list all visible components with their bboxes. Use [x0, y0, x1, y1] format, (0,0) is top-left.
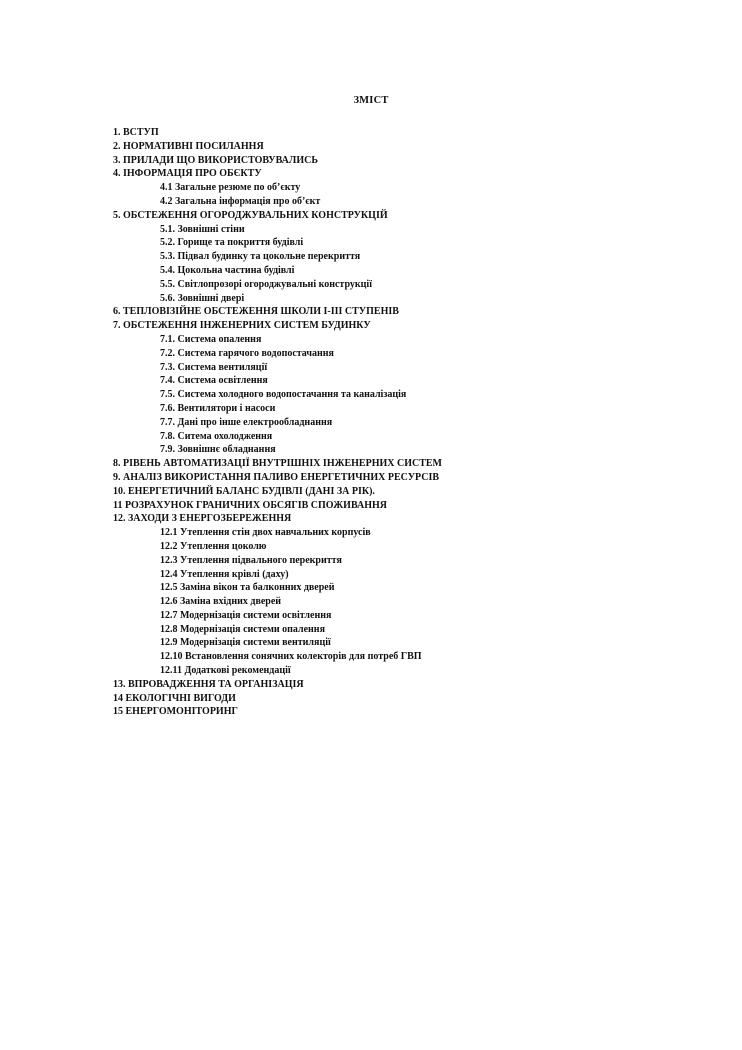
toc-section: 3. ПРИЛАДИ ЩО ВИКОРИСТОВУВАЛИСЬ: [113, 154, 318, 166]
toc-subsection: 12.10 Встановлення сонячних колекторів для потреб ГВП: [160, 651, 422, 663]
toc-section: 14 ЕКОЛОГІЧНІ ВИГОДИ: [113, 692, 236, 704]
toc-section: 11 РОЗРАХУНОК ГРАНИЧНИХ ОБСЯГІВ СПОЖИВАННЯ: [113, 499, 387, 511]
toc-subsection: 12.5 Заміна вікон та балконних дверей: [160, 582, 335, 594]
toc-section: 8. РІВЕНЬ АВТОМАТИЗАЦІЇ ВНУТРІШНІХ ІНЖЕНЕРНИХ СИСТЕМ: [113, 458, 442, 470]
toc-section: 6. ТЕПЛОВІЗІЙНЕ ОБСТЕЖЕННЯ ШКОЛИ І-ІІІ СТУПЕНІВ: [113, 306, 399, 318]
toc-subsection: 5.5. Світлопрозорі огороджувальні конструкції: [160, 278, 372, 290]
table-of-contents: [113, 126, 673, 719]
toc-subsection: 12.3 Утеплення підвального перекриття: [160, 554, 342, 566]
toc-section: 9. АНАЛІЗ ВИКОРИСТАННЯ ПАЛИВО ЕНЕРГЕТИЧНИХ РЕСУРСІВ: [113, 471, 440, 483]
toc-subsection: 12.9 Модернізація системи вентиляції: [160, 637, 331, 649]
toc-subsection: 12.4 Утеплення крівлі (даху): [160, 568, 289, 580]
toc-subsection: 5.2. Горище та покриття будівлі: [160, 237, 304, 249]
toc-section: 12. ЗАХОДИ З ЕНЕРГОЗБЕРЕЖЕННЯ: [113, 513, 292, 525]
toc-subsection: 5.6. Зовнішні двері: [160, 292, 245, 304]
toc-section: 4. ІНФОРМАЦІЯ ПРО ОБЄКТУ: [113, 168, 262, 180]
toc-subsection: 12.1 Утеплення стін двох навчальних корпусів: [160, 527, 371, 539]
toc-subsection: 7.1. Система опалення: [160, 333, 262, 345]
toc-subsection: 12.6 Заміна вхідних дверей: [160, 596, 282, 608]
toc-subsection: 5.3. Підвал будинку та цокольне перекриття: [160, 251, 361, 263]
page-title: ЗМІСТ: [353, 95, 389, 106]
toc-section: 10. ЕНЕРГЕТИЧНИЙ БАЛАНС БУДІВЛІ (ДАНІ ЗА РІК).: [113, 485, 375, 497]
toc-subsection: 7.2. Система гарячого водопостачання: [160, 347, 334, 359]
toc-subsection: 12.2 Утеплення цоколю: [160, 540, 267, 552]
toc-section: 13. ВПРОВАДЖЕННЯ ТА ОРГАНІЗАЦІЯ: [113, 678, 304, 690]
toc-section: 7. ОБСТЕЖЕННЯ ІНЖЕНЕРНИХ СИСТЕМ БУДИНКУ: [113, 320, 371, 332]
toc-subsection: 7.3. Система вентиляції: [160, 361, 268, 373]
toc-subsection: 7.5. Система холодного водопостачання та каналізація: [160, 389, 407, 401]
toc-section: 15 ЕНЕРГОМОНІТОРИНГ: [113, 706, 238, 718]
toc-subsection: 4.1 Загальне резюме по об’єкту: [160, 182, 301, 194]
toc-subsection: 5.1. Зовнішні стіни: [160, 223, 245, 235]
toc-section: 2. НОРМАТИВНІ ПОСИЛАННЯ: [113, 140, 264, 152]
toc-section: 5. ОБСТЕЖЕННЯ ОГОРОДЖУВАЛЬНИХ КОНСТРУКЦІЙ: [113, 209, 388, 221]
toc-subsection: 12.8 Модернізація системи опалення: [160, 623, 325, 635]
toc-subsection: 7.6. Вентилятори і насоси: [160, 402, 276, 414]
toc-subsection: 7.8. Ситема охолодження: [160, 430, 273, 442]
toc-subsection: 12.11 Додаткові рекомендації: [160, 665, 291, 677]
toc-subsection: 4.2 Загальна інформація про об’єкт: [160, 195, 321, 207]
toc-subsection: 7.7. Дані про інше електрообладнання: [160, 416, 333, 428]
toc-subsection: 7.4. Система освітлення: [160, 375, 268, 387]
toc-subsection: 7.9. Зовнішнє обладнання: [160, 444, 276, 456]
toc-subsection: 5.4. Цокольна частина будівлі: [160, 264, 295, 276]
toc-subsection: 12.7 Модернізація системи освітлення: [160, 609, 332, 621]
toc-section: 1. ВСТУП: [113, 127, 159, 138]
